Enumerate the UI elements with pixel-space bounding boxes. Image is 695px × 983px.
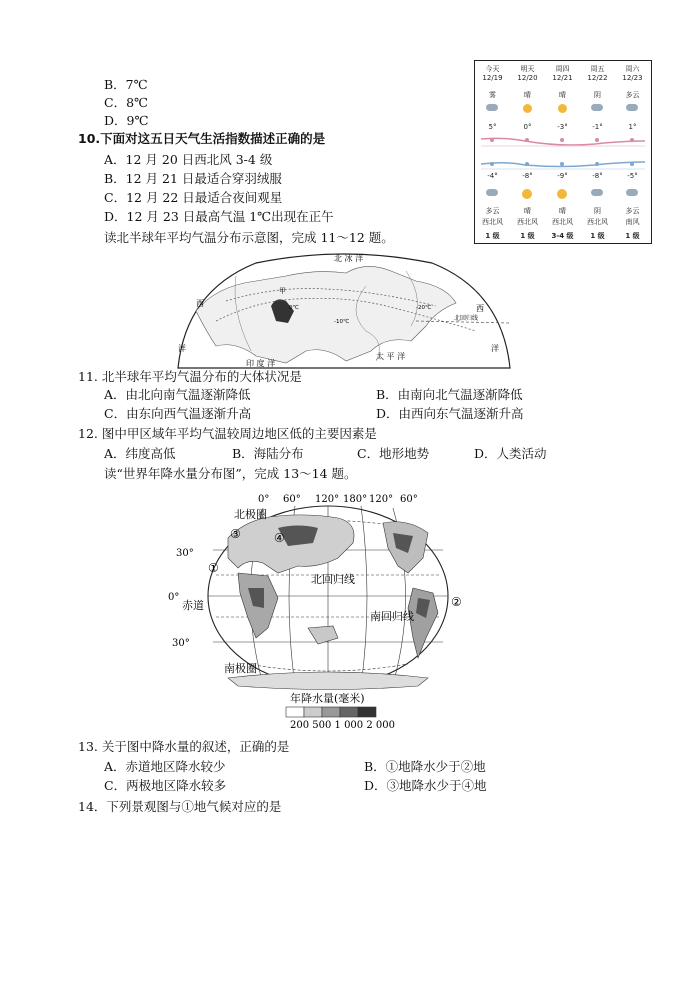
- day-date: 12/22: [587, 74, 608, 82]
- q13-option-a: A．赤道地区降水较少: [104, 759, 226, 774]
- wind-level: 1 级: [520, 232, 535, 240]
- high-temp: -3°: [557, 123, 568, 131]
- label-yang-2: 洋: [491, 344, 499, 353]
- legend-ticks: 200 500 1 000 2 000: [290, 720, 395, 731]
- label-pacific-ocean: 太 平 洋: [376, 352, 406, 361]
- high-temp-dot: [630, 138, 634, 142]
- moon-icon: [522, 189, 532, 199]
- sun-icon: [558, 104, 567, 113]
- q10-option-d: D．12 月 23 日最高气温 1℃出现在正午: [104, 209, 334, 224]
- day-weather: 阴: [594, 91, 601, 99]
- wind-level: 1 级: [485, 232, 500, 240]
- day-name: 明天: [520, 65, 535, 73]
- q14-stem: 14．下列景观图与①地气候对应的是: [78, 799, 282, 814]
- precipitation-legend: [286, 707, 376, 717]
- q11-option-a: A．由北向南气温逐渐降低: [104, 387, 251, 402]
- low-temp: -8°: [522, 172, 533, 180]
- wind-direction: 西北风: [482, 218, 503, 226]
- q12-option-a: A．纬度高低: [104, 446, 176, 461]
- mark-4: ④: [274, 531, 285, 545]
- lat-label-30s: 30°: [172, 638, 190, 649]
- low-temp-dot: [595, 162, 599, 166]
- mark-3: ③: [230, 527, 241, 541]
- label-minus10c: -10℃: [334, 319, 350, 325]
- cloud-icon: [486, 189, 498, 196]
- q11-option-d: D．由西向东气温逐渐升高: [376, 406, 524, 421]
- q10-option-a: A．12 月 20 日西北风 3-4 级: [104, 152, 273, 167]
- high-temp: 0°: [523, 123, 532, 131]
- cloud-icon: [486, 104, 498, 111]
- sun-icon: [523, 104, 532, 113]
- label-indian-ocean: 印 度 洋: [246, 359, 276, 368]
- q12-option-d: D．人类活动: [474, 446, 547, 461]
- day-date: 12/19: [482, 74, 503, 82]
- label-0c: 0℃: [289, 305, 299, 311]
- wind-level: 3-4 级: [551, 232, 574, 240]
- lat-label-0: 0°: [168, 592, 180, 603]
- day-name: 今天: [485, 65, 500, 73]
- high-temp: -1°: [592, 123, 603, 131]
- night-weather: 晴: [524, 207, 531, 215]
- day-name: 周五: [590, 65, 605, 73]
- wind-direction: 西北风: [552, 218, 573, 226]
- day-weather: 晴: [524, 91, 531, 99]
- low-temp: -8°: [592, 172, 603, 180]
- weather-forecast-panel: [474, 60, 652, 244]
- high-temp-dot: [560, 138, 564, 142]
- day-name: 周六: [625, 65, 640, 73]
- q10-stem: 10.下面对这五日天气生活指数描述正确的是: [78, 131, 326, 146]
- q10-option-c: C．12 月 22 日最适合夜间观星: [104, 190, 283, 205]
- label-equator: 赤道: [182, 599, 204, 612]
- high-temp-dot: [490, 138, 494, 142]
- northern-hemisphere-temperature-map: [176, 251, 512, 369]
- night-weather: 晴: [559, 207, 566, 215]
- day-weather: 多云: [625, 91, 640, 99]
- day-date: 12/20: [517, 74, 538, 82]
- low-temp: -4°: [487, 172, 498, 180]
- day-date: 12/21: [552, 74, 573, 82]
- q10-option-b: B．12 月 21 日最适合穿羽绒服: [104, 171, 282, 186]
- cloud-icon: [591, 104, 603, 111]
- cloud-icon: [591, 189, 603, 196]
- lon-label-120w: 120°: [369, 494, 394, 505]
- lon-label-0: 0°: [258, 494, 270, 505]
- q13-option-b: B．①地降水少于②地: [364, 759, 486, 774]
- low-temp-dot: [490, 162, 494, 166]
- low-temp-dot: [630, 162, 634, 166]
- q11-option-c: C．由东向西气温逐渐升高: [104, 406, 252, 421]
- label-jia: 甲: [279, 287, 286, 295]
- q11-stem: 11. 北半球年平均气温分布的大体状况是: [78, 369, 302, 384]
- day-weather: 雾: [489, 91, 496, 99]
- high-temp: 5°: [488, 123, 497, 131]
- wind-direction: 西北风: [517, 218, 538, 226]
- wind-direction: 南风: [625, 218, 640, 226]
- high-temp-dot: [595, 138, 599, 142]
- label-antarctic-circle: 南极圈: [224, 662, 257, 675]
- world-precipitation-map: [168, 488, 478, 732]
- legend-title: 年降水量(毫米): [290, 692, 365, 705]
- wind-level: 1 级: [625, 232, 640, 240]
- night-weather: 多云: [485, 207, 500, 215]
- high-temp-dot: [525, 138, 529, 142]
- label-tropic-capricorn: 南回归线: [370, 610, 414, 623]
- low-temp: -5°: [627, 172, 638, 180]
- label-arctic-ocean: 北 冰 洋: [334, 254, 364, 263]
- intro-11-12: 读北半球年平均气温分布示意图，完成 11～12 题。: [104, 230, 394, 245]
- wind-level: 1 级: [590, 232, 605, 240]
- label-arctic-circle: 北极圈: [234, 508, 267, 521]
- intro-13-14: 读“世界年降水量分布图”，完成 13～14 题。: [104, 466, 357, 481]
- q13-stem: 13. 关于图中降水量的叙述，正确的是: [78, 739, 290, 754]
- q11-option-b: B．由南向北气温逐渐降低: [376, 387, 523, 402]
- low-temp: -9°: [557, 172, 568, 180]
- cloud-icon: [626, 189, 638, 196]
- lon-label-180: 180°: [343, 494, 368, 505]
- lat-label-30n: 30°: [176, 548, 194, 559]
- day-name: 周四: [555, 65, 570, 73]
- label-west-2: 西: [476, 304, 484, 313]
- q9-option-c: C．8℃: [104, 95, 149, 110]
- moon-icon: [557, 189, 567, 199]
- q9-option-d: D．9℃: [104, 113, 149, 128]
- lon-label-120e: 120°: [315, 494, 340, 505]
- night-weather: 多云: [625, 207, 640, 215]
- q12-stem: 12. 图中甲区域年平均气温较周边地区低的主要因素是: [78, 426, 377, 441]
- mark-2: ②: [451, 595, 462, 609]
- lon-label-60w: 60°: [400, 494, 418, 505]
- high-temp: 1°: [628, 123, 637, 131]
- day-weather: 晴: [559, 91, 566, 99]
- q9-option-b: B．7℃: [104, 77, 148, 92]
- night-weather: 阴: [594, 207, 601, 215]
- label-yang-1: 洋: [178, 344, 186, 353]
- lon-label-60e: 60°: [283, 494, 301, 505]
- q12-option-c: C．地形地势: [357, 446, 430, 461]
- day-date: 12/23: [622, 74, 643, 82]
- cloud-icon: [626, 104, 638, 111]
- label-minus20c: -20℃: [416, 305, 432, 311]
- label-west-1: 西: [196, 299, 204, 308]
- label-tropic-of-cancer: 北回归线: [454, 315, 479, 322]
- q12-option-b: B．海陆分布: [232, 446, 304, 461]
- q13-option-c: C．两极地区降水较多: [104, 778, 227, 793]
- q13-option-d: D．③地降水少于④地: [364, 778, 487, 793]
- low-temp-dot: [560, 162, 564, 166]
- mark-1: ①: [208, 561, 219, 575]
- low-temp-dot: [525, 162, 529, 166]
- label-tropic-cancer: 北回归线: [311, 573, 355, 586]
- wind-direction: 西北风: [587, 218, 608, 226]
